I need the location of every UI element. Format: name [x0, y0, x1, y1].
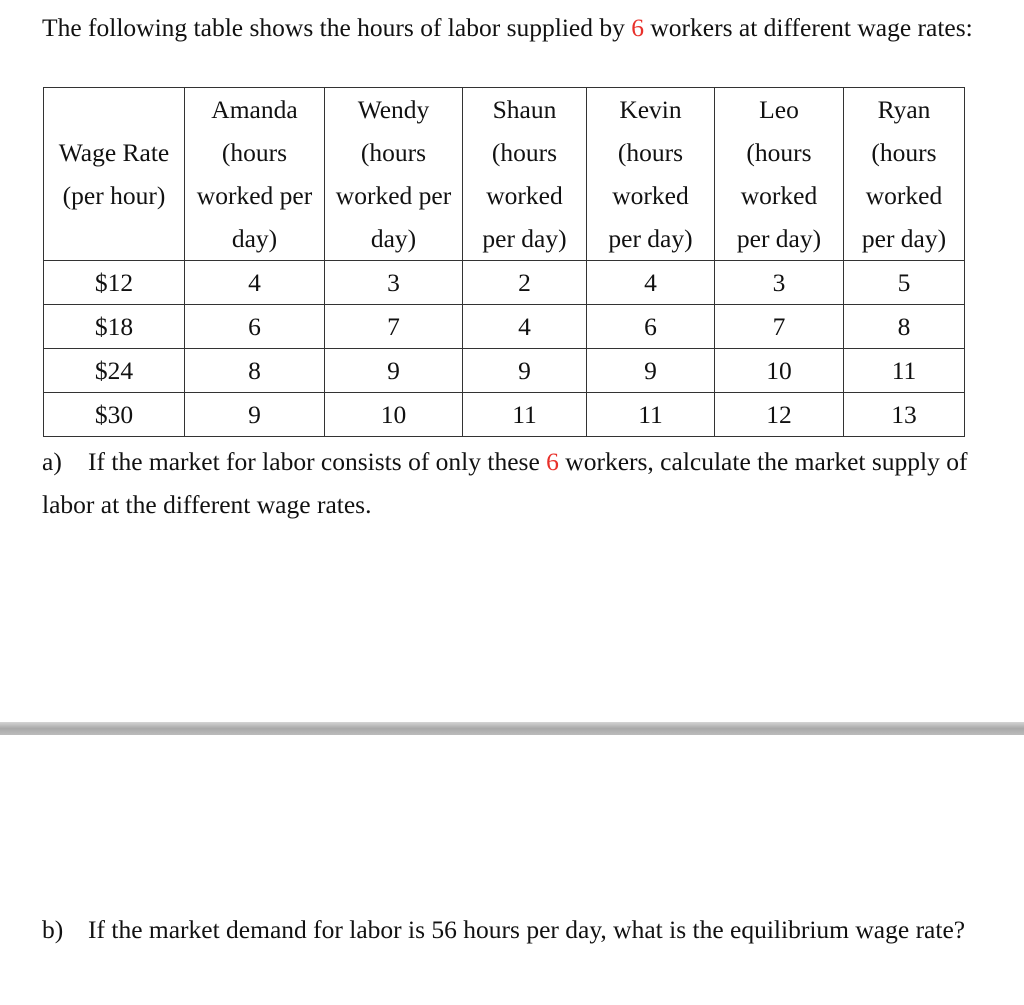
header-line: worked per	[335, 181, 452, 210]
header-line: day)	[370, 224, 417, 253]
hours-cell: 12	[715, 393, 844, 437]
header-line: worked	[486, 181, 563, 210]
hours-cell: 4	[587, 261, 715, 305]
header-wendy	[325, 88, 463, 261]
wage-cell: $30	[44, 393, 185, 437]
header-line: (hours	[617, 138, 684, 167]
intro-worker-count: 6	[631, 13, 644, 42]
question-a	[42, 440, 982, 526]
table-row	[44, 305, 965, 349]
hours-cell: 11	[463, 393, 587, 437]
header-line: worked	[612, 181, 689, 210]
header-line: worked	[740, 181, 818, 210]
hours-cell: 11	[844, 349, 965, 393]
hours-cell: 10	[715, 349, 844, 393]
header-line: Wendy	[357, 95, 430, 124]
hours-cell: 8	[844, 305, 965, 349]
hours-cell: 5	[844, 261, 965, 305]
wage-cell: $18	[44, 305, 185, 349]
hours-cell: 7	[715, 305, 844, 349]
question-a-part1: If the market for labor consists of only these	[88, 447, 547, 476]
header-line: Shaun	[492, 95, 557, 124]
hours-cell: 9	[587, 349, 715, 393]
header-line: Ryan	[877, 95, 931, 124]
intro-text	[42, 6, 1024, 49]
hours-cell: 4	[185, 261, 325, 305]
labor-supply-table	[43, 87, 965, 437]
header-line: per day)	[861, 224, 947, 253]
question-a-worker-count: 6	[546, 447, 559, 476]
wage-cell: $24	[44, 349, 185, 393]
header-line: per day)	[482, 224, 567, 253]
header-leo	[715, 88, 844, 261]
hours-cell: 6	[587, 305, 715, 349]
question-a-part2: workers, calculate the market supply of labor at the different wage rates.	[42, 447, 968, 519]
hours-cell: 2	[463, 261, 587, 305]
header-line: (hours	[746, 138, 812, 167]
question-b-label: b)	[42, 915, 64, 944]
table-row	[44, 261, 965, 305]
hours-cell: 13	[844, 393, 965, 437]
hours-cell: 4	[463, 305, 587, 349]
wage-cell: $12	[44, 261, 185, 305]
hours-cell: 3	[715, 261, 844, 305]
hours-cell: 7	[325, 305, 463, 349]
header-line: Amanda	[211, 95, 298, 124]
header-line: day)	[231, 224, 278, 253]
table-header-row	[44, 88, 965, 261]
header-line: worked	[865, 181, 943, 210]
header-amanda	[185, 88, 325, 261]
header-shaun	[463, 88, 587, 261]
header-line: Leo	[759, 95, 799, 124]
table-row	[44, 393, 965, 437]
hours-cell: 8	[185, 349, 325, 393]
hours-cell: 3	[325, 261, 463, 305]
header-line: (hours	[491, 138, 558, 167]
header-ryan	[844, 88, 965, 261]
header-wage-rate	[44, 88, 185, 261]
header-line: (hours	[360, 138, 427, 167]
header-line: (hours	[221, 138, 288, 167]
intro-part2: workers at different wage rates:	[644, 13, 973, 42]
hours-cell: 11	[587, 393, 715, 437]
section-divider	[0, 722, 1024, 735]
hours-cell: 10	[325, 393, 463, 437]
header-line: per day)	[608, 224, 693, 253]
hours-cell: 9	[185, 393, 325, 437]
hours-cell: 9	[463, 349, 587, 393]
header-line: per day)	[736, 224, 822, 253]
table-row	[44, 349, 965, 393]
intro-part1: The following table shows the hours of labor supplied by	[42, 13, 632, 42]
question-b	[42, 908, 1022, 951]
header-kevin	[587, 88, 715, 261]
header-line: (hours	[871, 138, 937, 167]
header-line: worked per	[196, 181, 313, 210]
header-line: Wage Rate	[58, 138, 170, 167]
header-line: Kevin	[619, 95, 682, 124]
hours-cell: 6	[185, 305, 325, 349]
question-a-label: a)	[42, 447, 62, 476]
question-b-text: If the market demand for labor is 56 hours per day, what is the equilibrium wage rate?	[88, 915, 966, 944]
header-line: (per hour)	[62, 181, 166, 210]
hours-cell: 9	[325, 349, 463, 393]
